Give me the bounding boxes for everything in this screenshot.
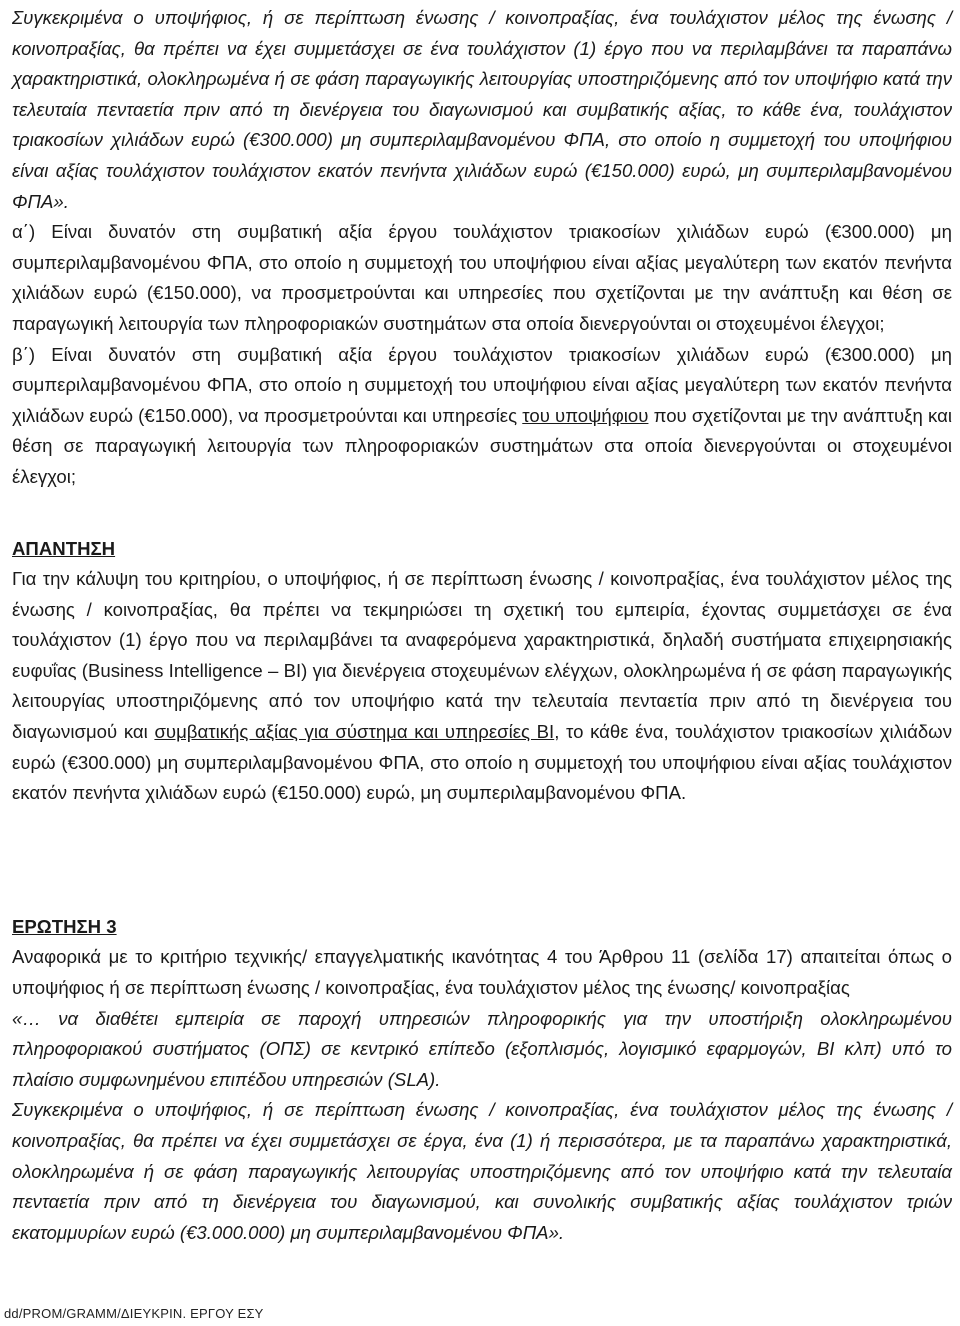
answer-text-after: , το κάθε ένα, τουλάχιστον τριακοσίων χιλιάδων ευρώ (€300.000) μη συμπεριλαμβανομένου ΦΠΑ, στο οποίο η συμμετοχή του υποψήφιου είναι αξίας τουλάχιστον εκατόν πενήντα χιλιάδων ευρώ (€150.000) ευρώ, μη συμπεριλαμβανομένου ΦΠΑ. bbox=[12, 721, 952, 804]
spacer bbox=[12, 493, 952, 534]
answer-underlined: συμβατικής αξίας για σύστημα και υπηρεσίες BI bbox=[154, 721, 555, 743]
spacer bbox=[12, 809, 952, 912]
question-b-text-after: που σχετίζονται με την ανάπτυξη και θέση σε παραγωγική λειτουργία των πληροφοριακών συστημάτων στα οποία διενεργούνται οι στοχευμένοι έλεγχοι; bbox=[12, 404, 953, 487]
question3-paragraph: Αναφορικά με το κριτήριο τεχνικής/ επαγγελματικής ικανότητας 4 του Άρθρου 11 (σελίδα 17) απαιτείται όπως ο υποψήφιος ή σε περίπτωση ένωσης / κοινοπραξίας, ένα τουλάχιστον μέλος της ένωσης/ κοινοπραξίας bbox=[12, 946, 952, 999]
footer-path: dd/PROM/GRAMM/ΔΙΕΥΚΡΙΝ. ΕΡΓΟΥ ΕΣΥ bbox=[4, 1306, 264, 1321]
answer-text-before: Για την κάλυψη του κριτηρίου, ο υποψήφιος, ή σε περίπτωση ένωσης / κοινοπραξίας, ένα τουλάχιστον μέλος της ένωσης / κοινοπραξίας, θα πρέπει να τεκμηριώσει τη σχετική του εμπειρία, έχοντας συμμετάσχει σε ένα τουλάχιστον (1) έργο που να περιλαμβάνει τα αναφερόμενα χαρακτηριστικά, δηλαδή συστήματα επιχειρησιακής ευφυΐας (Business Intelligence – BI) για διενέργεια στοχευμένων ελέγχων, ολοκληρωμένα ή σε φάση παραγωγικής λειτουργίας υποστηριζόμενης από τον υποψήφιο κατά την τελευταία πενταετία πριν από τη διενέργεια του διαγωνισμού και bbox=[12, 568, 952, 743]
question-b-paragraph bbox=[12, 340, 952, 493]
question3-detail: Συγκεκριμένα ο υποψήφιος, ή σε περίπτωση ένωσης / κοινοπραξίας, ένα τουλάχιστον μέλος της ένωσης / κοινοπραξίας, θα πρέπει να έχει συμμετάσχει σε έργα, ένα (1) ή περισσότερα, με τα παραπάνω χαρακτηριστικά, ολοκληρωμένα ή σε φάση παραγωγικής λειτουργίας υποστηριζόμενης από τον υποψήφιο κατά την τελευταία πενταετία πριν από τη διενέργεια του διαγωνισμού, και συνολικής συμβατικής αξίας τουλάχιστον τριών εκατομμυρίων ευρώ (€3.000.000) μη συμπεριλαμβανομένου ΦΠΑ». bbox=[12, 1099, 952, 1243]
intro-paragraph: Συγκεκριμένα ο υποψήφιος, ή σε περίπτωση ένωσης / κοινοπραξίας, ένα τουλάχιστον μέλος της ένωσης / κοινοπραξίας, θα πρέπει να έχει συμμετάσχει σε ένα τουλάχιστον (1) έργο που να περιλαμβάνει τα παραπάνω χαρακτηριστικά, ολοκληρωμένα ή σε φάση παραγωγικής λειτουργίας υποστηριζόμενης από τον υποψήφιο κατά την τελευταία πενταετία πριν από τη διενέργεια του διαγωνισμού και συμβατικής αξίας, το κάθε ένα, τουλάχιστον τριακοσίων χιλιάδων ευρώ (€300.000) μη συμπεριλαμβανομένου ΦΠΑ, στο οποίο η συμμετοχή του υποψήφιου είναι αξίας τουλάχιστον τουλάχιστον εκατόν πενήντα χιλιάδων ευρώ (€150.000) ευρώ, μη συμπεριλαμβανομένου ΦΠΑ». bbox=[12, 7, 952, 212]
question-b-underlined: του υποψήφιου bbox=[522, 404, 649, 426]
question3-quote: «… να διαθέτει εμπειρία σε παροχή υπηρεσιών πληροφορικής για την υποστήριξη ολοκληρωμένου πληροφοριακού συστήματος (ΟΠΣ) σε κεντρικό επίπεδο (εξοπλισμός, λογισμικό εφαρμογών, BI κλπ) υπό το πλαίσιο συμφωνημένου επιπέδου υπηρεσιών (SLA). bbox=[12, 1007, 952, 1090]
question-a-paragraph: α΄) Είναι δυνατόν στη συμβατική αξία έργου τουλάχιστον τριακοσίων χιλιάδων ευρώ (€300.000) μη συμπεριλαμβανομένου ΦΠΑ, στο οποίο η συμμετοχή του υποψήφιου είναι αξίας μεγαλύτερη των εκατόν πενήντα χιλιάδων ευρώ (€150.000), να προσμετρούνται και υπηρεσίες που σχετίζονται με την ανάπτυξη και θέση σε παραγωγική λειτουργία των πληροφοριακών συστημάτων στα οποία διενεργούνται οι στοχευμένοι έλεγχοι; bbox=[12, 221, 952, 334]
question-b-text-before: β΄) Είναι δυνατόν στη συμβατική αξία έργου τουλάχιστον τριακοσίων χιλιάδων ευρώ (€300.000) μη συμπεριλαμβανομένου ΦΠΑ, στο οποίο η συμμετοχή του υποψήφιου είναι αξίας μεγαλύτερη των εκατόν πενήντα χιλιάδων ευρώ (€150.000), να προσμετρούνται και υπηρεσίες bbox=[12, 343, 952, 426]
answer-heading: ΑΠΑΝΤΗΣΗ bbox=[12, 537, 116, 559]
answer-paragraph bbox=[12, 564, 952, 809]
question3-heading: ΕΡΩΤΗΣΗ 3 bbox=[12, 915, 117, 937]
